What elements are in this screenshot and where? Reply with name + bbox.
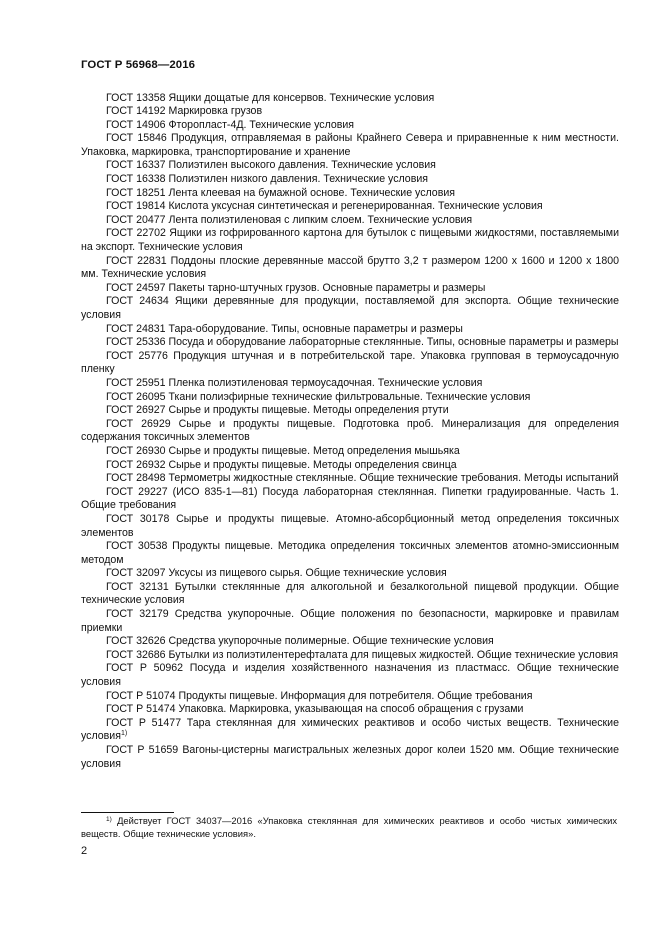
reference-item: ГОСТ 26929 Сырье и продукты пищевые. Подготовка проб. Минерализация для определения содержания токсичных элементов [81,417,619,444]
document-header: ГОСТ Р 56968—2016 [81,59,196,71]
reference-item: ГОСТ 15846 Продукция, отправляемая в районы Крайнего Севера и приравненные к ним местности. Упаковка, маркировка, транспортирование и хранение [81,132,619,158]
reference-item: ГОСТ 32131 Бутылки стеклянные для алкогольной и безалкогольной пищевой продукции. Общие технические условия [81,580,619,607]
reference-item: ГОСТ 18251 Лента клеевая на бумажной основе. Технические условия [106,186,455,199]
reference-item: ГОСТ 25336 Посуда и оборудование лабораторные стеклянные. Типы, основные параметры и размеры [106,336,619,349]
reference-item: ГОСТ 32626 Средства укупорочные полимерные. Общие технические условия [106,635,494,648]
footnote-marker: 1) [120,730,128,738]
reference-text: ГОСТ Р 51477 Тара стеклянная для химических реактивов и особо чистых веществ. Технические условия [81,716,619,743]
reference-item: ГОСТ 14906 Фторопласт-4Д. Технические условия [106,118,355,131]
reference-item: ГОСТ 26932 Сырье и продукты пищевые. Методы определения свинца [106,458,457,471]
reference-item: ГОСТ 16337 Полиэтилен высокого давления. Технические условия [106,159,436,172]
reference-item: ГОСТ 24634 Ящики деревянные для продукции, поставляемой для экспорта. Общие технические условия [81,295,619,321]
reference-item: ГОСТ Р 51074 Продукты пищевые. Информация для потребителя. Общие требования [106,689,533,702]
reference-item: ГОСТ 26930 Сырье и продукты пищевые. Метод определения мышьяка [106,444,460,457]
reference-item: ГОСТ 25951 Пленка полиэтиленовая термоусадочная. Технические условия [106,376,483,389]
reference-item: ГОСТ Р 51474 Упаковка. Маркировка, указывающая на способ обращения с грузами [106,703,524,716]
reference-item: ГОСТ 30538 Продукты пищевые. Методика определения токсичных элементов атомно-эмиссионным методом [81,540,619,566]
footnote-marker: 1) [106,816,112,823]
reference-item: ГОСТ 26095 Ткани полиэфирные технические фильтровальные. Технические условия [106,390,531,403]
reference-item: ГОСТ 25776 Продукция штучная и в потребительской таре. Упаковка групповая в термоусадочную пленку [81,349,619,376]
reference-item-with-footnote [81,717,619,744]
reference-item: ГОСТ 32097 Уксусы из пищевого сырья. Общие технические условия [106,567,447,580]
reference-item: ГОСТ 24597 Пакеты тарно-штучных грузов. Основные параметры и размеры [106,281,486,294]
footnote [81,815,617,840]
reference-item: ГОСТ 20477 Лента полиэтиленовая с липким слоем. Технические условия [106,213,473,226]
reference-item: ГОСТ Р 50962 Посуда и изделия хозяйственного назначения из пластмасс. Общие технические условия [81,662,619,689]
reference-item: ГОСТ 32179 Средства укупорочные. Общие положения по безопасности, маркировке и правилам приемки [81,608,619,634]
reference-item: ГОСТ 29227 (ИСО 835-1—81) Посуда лабораторная стеклянная. Пипетки градуированные. Часть 1. Общие требования [81,485,619,512]
reference-item: ГОСТ 22831 Поддоны плоские деревянные массой брутто 3,2 т размером 1200 х 1600 и 1200 х 1800 мм. Технические условия [81,254,619,281]
page-number: 2 [81,845,88,857]
reference-item: ГОСТ 19814 Кислота уксусная синтетическая и регенерированная. Технические условия [106,200,543,213]
reference-item: ГОСТ 13358 Ящики дощатые для консервов. Технические условия [106,91,435,104]
reference-item: ГОСТ 22702 Ящики из гофрированного картона для бутылок с пищевыми жидкостями, поставляемыми на экспорт. Технические условия [81,227,619,254]
reference-item: ГОСТ 30178 Сырье и продукты пищевые. Атомно-абсорбционный метод определения токсичных элементов [81,512,619,539]
reference-item: ГОСТ 28498 Термометры жидкостные стеклянные. Общие технические требования. Методы испытаний [106,472,619,485]
footnote-separator [81,812,174,813]
reference-item: ГОСТ 32686 Бутылки из полиэтилентерефталата для пищевых жидкостей. Общие технические условия [106,648,619,661]
reference-item: ГОСТ 24831 Тара-оборудование. Типы, основные параметры и размеры [106,322,463,335]
reference-item: ГОСТ 16338 Полиэтилен низкого давления. Технические условия [106,173,428,186]
normative-references-list [81,92,619,772]
reference-item: ГОСТ 26927 Сырье и продукты пищевые. Методы определения ртути [106,404,449,417]
footnote-text: Действует ГОСТ 34037—2016 «Упаковка стеклянная для химических реактивов и особо чистых химических веществ. Общие технические условия». [81,815,618,839]
reference-item: ГОСТ 14192 Маркировка грузов [106,105,263,118]
reference-item: ГОСТ Р 51659 Вагоны-цистерны магистральных железных дорог колеи 1520 мм. Общие технические условия [81,744,619,770]
